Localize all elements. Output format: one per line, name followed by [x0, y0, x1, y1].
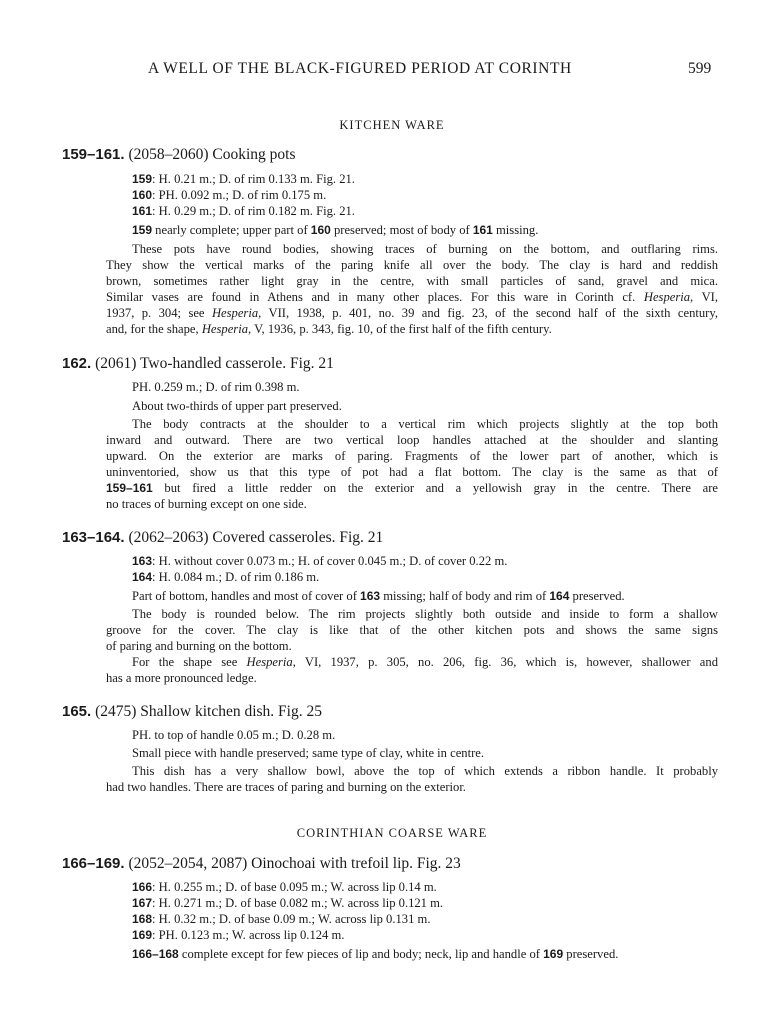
description-line: brown, sometimes rather light gray in the centre, with small particles of sand, gravel and mica.: [106, 274, 718, 288]
measurement-text: : H. 0.32 m.; D. of base 0.09 m.; W. across lip 0.131 m.: [152, 912, 431, 926]
preservation-line: About two-thirds of upper part preserved.: [132, 399, 342, 413]
description-line: These pots have round bodies, showing traces of burning on the bottom, and outflaring rims.: [132, 242, 718, 256]
measurement-line: [132, 927, 344, 943]
measurement-line: [132, 553, 507, 569]
measurement-text: : H. 0.255 m.; D. of base 0.095 m.; W. across lip 0.14 m.: [152, 880, 437, 894]
catalog-number: 169: [132, 928, 153, 942]
entry-number: 166–169.: [62, 855, 125, 872]
entry-heading-162: [62, 355, 334, 373]
description-line: This dish has a very shallow bowl, above the top of which extends a ribbon handle. It probably: [132, 764, 718, 778]
catalog-number: 169: [543, 947, 564, 961]
journal-reference: Hesperia: [246, 655, 293, 669]
entry-number: 165.: [62, 703, 92, 720]
entry-title: (2475) Shallow kitchen dish. Fig. 25: [95, 703, 322, 720]
measurement-line: [132, 911, 430, 927]
measurement-text: : H. 0.29 m.; D. of rim 0.182 m. Fig. 21.: [152, 204, 355, 218]
journal-reference: Hesperia: [643, 290, 691, 304]
measurement-line: [132, 203, 355, 219]
measurement-text: : PH. 0.123 m.; W. across lip 0.124 m.: [152, 928, 345, 942]
preservation-text: preserved.: [563, 947, 619, 961]
measurement-text: : H. without cover 0.073 m.; H. of cover 0.045 m.; D. of cover 0.22 m.: [152, 554, 508, 568]
catalog-number: 159: [132, 172, 153, 186]
catalog-number: 160: [132, 188, 153, 202]
catalog-number: 160: [310, 223, 331, 237]
entry-title: (2058–2060) Cooking pots: [128, 146, 296, 163]
entry-number: 159–161.: [62, 146, 125, 163]
catalog-number: 166–168: [132, 947, 179, 961]
catalog-number: 164: [132, 570, 153, 584]
section-heading-kitchen-ware: KITCHEN WARE: [339, 118, 445, 132]
description-text: but fired a little redder on the exterior and a yellowish gray in the centre. There are: [152, 481, 718, 495]
running-header: [0, 60, 784, 84]
entry-heading-165: [62, 703, 322, 721]
measurement-line: PH. to top of handle 0.05 m.; D. 0.28 m.: [132, 728, 336, 742]
catalog-number: 168: [132, 912, 153, 926]
measurement-line: [132, 569, 319, 585]
description-line: upward. On the exterior are marks of paring. Fragments of the lower part of another, which is: [106, 449, 718, 463]
catalog-number: 159: [132, 223, 153, 237]
preservation-line: [132, 222, 538, 238]
measurement-line: PH. 0.259 m.; D. of rim 0.398 m.: [132, 380, 300, 394]
description-line: The body contracts at the shoulder to a vertical rim which projects slightly at the top both: [132, 417, 718, 431]
description-text: , V, 1936, p. 343, fig. 10, of the first half of the fifth century.: [248, 322, 552, 336]
preservation-text: missing.: [492, 223, 539, 237]
page-number: 599: [688, 60, 712, 77]
description-line: no traces of burning except on one side.: [106, 497, 307, 511]
description-text: and, for the shape,: [106, 322, 202, 336]
measurement-text: : H. 0.084 m.; D. of rim 0.186 m.: [152, 570, 320, 584]
entry-heading-159-161: [62, 146, 296, 164]
measurement-line: [132, 895, 443, 911]
entry-title: (2062–2063) Covered casseroles. Fig. 21: [128, 529, 384, 546]
catalog-number: 166: [132, 880, 153, 894]
measurement-line: [132, 879, 437, 895]
preservation-text: complete except for few pieces of lip and body; neck, lip and handle of: [178, 947, 544, 961]
journal-reference: Hesperia: [201, 322, 248, 336]
measurement-text: : H. 0.271 m.; D. of base 0.082 m.; W. across lip 0.121 m.: [152, 896, 444, 910]
running-title: A WELL OF THE BLACK-FIGURED PERIOD AT CORINTH: [148, 60, 572, 77]
catalog-number: 164: [549, 589, 570, 603]
measurement-text: : H. 0.21 m.; D. of rim 0.133 m. Fig. 21.: [152, 172, 355, 186]
description-line: of paring and burning on the bottom.: [106, 639, 292, 653]
description-line: inward and outward. There are two vertical loop handles attached at the shoulder and slanting: [106, 433, 718, 447]
entry-title: (2052–2054, 2087) Oinochoai with trefoil lip. Fig. 23: [128, 855, 461, 872]
description-text: , VI, 1937, p. 305, no. 206, fig. 36, which is, however, shallower and: [292, 655, 718, 669]
description-line: They show the vertical marks of the paring knife all over the body. The clay is hard and reddish: [106, 258, 718, 272]
section-heading-corinthian-coarse-ware: CORINTHIAN COARSE WARE: [296, 826, 488, 840]
entry-heading-163-164: [62, 529, 383, 547]
measurement-text: : PH. 0.092 m.; D. of rim 0.175 m.: [152, 188, 327, 202]
catalog-number: 159–161: [106, 481, 153, 495]
description-line: [106, 321, 552, 337]
journal-reference: Hesperia: [211, 306, 259, 320]
preservation-text: missing; half of body and rim of: [380, 589, 550, 603]
description-line: uninventoried, show us that this type of pot had a flat bottom. The clay is the same as that of: [106, 465, 718, 479]
preservation-line: [132, 588, 625, 604]
catalog-number: 167: [132, 896, 153, 910]
measurement-line: [132, 171, 355, 187]
description-line: had two handles. There are traces of paring and burning on the exterior.: [106, 780, 466, 794]
catalog-number: 161: [132, 204, 153, 218]
entry-title: (2061) Two-handled casserole. Fig. 21: [95, 355, 334, 372]
description-line: The body is rounded below. The rim projects slightly both outside and inside to form a shallow: [132, 607, 718, 621]
description-text: For the shape see: [132, 655, 247, 669]
catalog-number: 161: [472, 223, 493, 237]
description-text: 1937, p. 304; see: [106, 306, 212, 320]
preservation-text: preserved; most of body of: [330, 223, 473, 237]
description-line: [106, 305, 718, 321]
entry-number: 162.: [62, 355, 92, 372]
description-line: [132, 654, 718, 670]
preservation-text: preserved.: [569, 589, 625, 603]
preservation-line: Small piece with handle preserved; same type of clay, white in centre.: [132, 746, 485, 760]
preservation-line: [132, 946, 618, 962]
description-line: has a more pronounced ledge.: [106, 671, 257, 685]
description-line: groove for the cover. The clay is like that of the other kitchen pots and shows the same signs: [106, 623, 718, 637]
description-line: [106, 480, 718, 496]
description-text: Similar vases are found in Athens and in many other places. For this ware in Corinth cf.: [106, 290, 636, 304]
entry-number: 163–164.: [62, 529, 125, 546]
measurement-line: [132, 187, 326, 203]
description-text: , VI,: [690, 290, 719, 304]
entry-heading-166-169: [62, 855, 461, 873]
catalog-number: 163: [360, 589, 381, 603]
preservation-text: nearly complete; upper part of: [152, 223, 311, 237]
preservation-text: Part of bottom, handles and most of cover of: [132, 589, 361, 603]
description-line: [106, 289, 718, 305]
description-text: , VII, 1938, p. 401, no. 39 and fig. 23, of the second half of the sixth century,: [258, 306, 718, 320]
catalog-number: 163: [132, 554, 153, 568]
